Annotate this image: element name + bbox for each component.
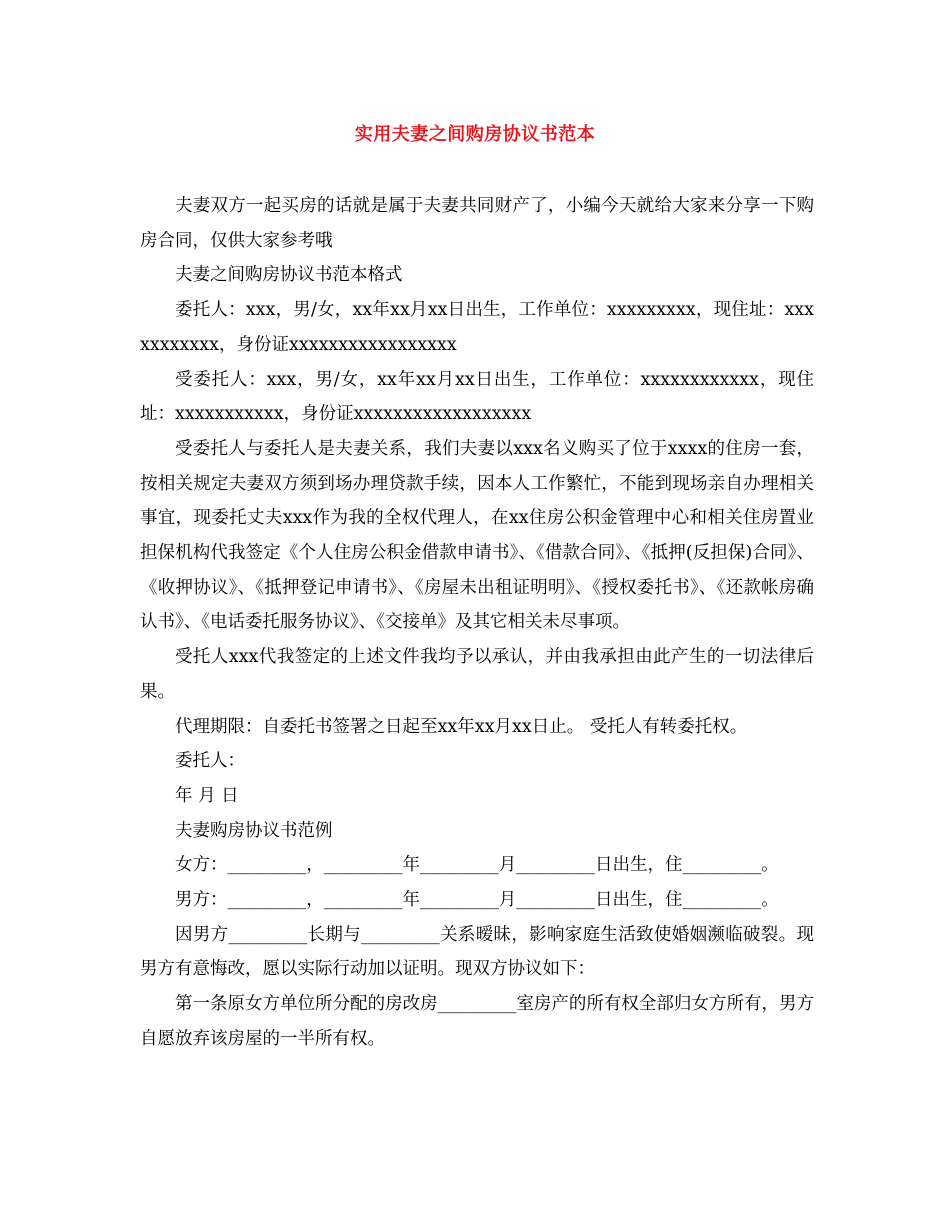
principal-info-paragraph: 委托人：xxx，男/女，xx年xx月xx日出生，工作单位：xxxxxxxxx，现住址：xxxxxxxxxxx，身份证xxxxxxxxxxxxxxxxx — [140, 300, 814, 355]
intro-paragraph: 夫妻双方一起买房的话就是属于夫妻共同财产了，小编今天就给大家来分享一下购房合同，仅供大家参考哦 — [140, 196, 814, 251]
section-heading-format: 夫妻之间购房协议书范本格式 — [175, 265, 403, 286]
background-paragraph: 因男方_________长期与_________关系暧昧，影响家庭生活致使婚姻濒临破裂。现男方有意悔改，愿以实际行动加以证明。现双方协议如下： — [140, 924, 814, 980]
agent-info-paragraph: 受委托人：xxx，男/女，xx年xx月xx日出生，工作单位：xxxxxxxxxxxx，现住址：xxxxxxxxxxx，身份证xxxxxxxxxxxxxxxxxx — [140, 369, 814, 425]
relationship-paragraph: 受委托人与委托人是夫妻关系，我们夫妻以xxx名义购买了位于xxxx的住房一套，按相关规定夫妻双方须到场办理贷款手续，因本人工作繁忙，不能到现场亲自办理相关事宜，现委托丈夫xxx作为我的全权代理人，在xx住房公积金管理中心和相关住房置业担保机构代我签定《个人住房公积金借款申请书》、《借款合同》、《抵押(反担保)合同》、《收押协议》、《抵押登记申请书》、《房屋未出租证明明》、《授权委托书》、《还款帐房确认书》、《电话委托服务协议》、《交接单》及其它相关未尽事项。 — [140, 438, 814, 633]
principal-signature-label: 委托人： — [175, 751, 245, 772]
acknowledgement-paragraph: 受托人xxx代我签定的上述文件我均予以承认，并由我承担由此产生的一切法律后果。 — [140, 647, 814, 702]
document-title: 实用夫妻之间购房协议书范本 — [354, 124, 596, 145]
agency-period-paragraph: 代理期限：自委托书签署之日起至xx年xx月xx日止。 受托人有转委托权。 — [175, 716, 748, 737]
article-one-paragraph: 第一条原女方单位所分配的房改房_________室房产的所有权全部归女方所有，男方自愿放弃该房屋的一半所有权。 — [140, 994, 814, 1049]
female-party-line: 女方：_________，_________年_________月_________日出生，住_________。 — [175, 855, 779, 876]
section-heading-example: 夫妻购房协议书范例 — [175, 820, 333, 841]
document-body — [140, 189, 814, 1057]
date-line: 年 月 日 — [175, 785, 239, 806]
male-party-line: 男方：_________，_________年_________月_________日出生，住_________。 — [175, 890, 779, 911]
